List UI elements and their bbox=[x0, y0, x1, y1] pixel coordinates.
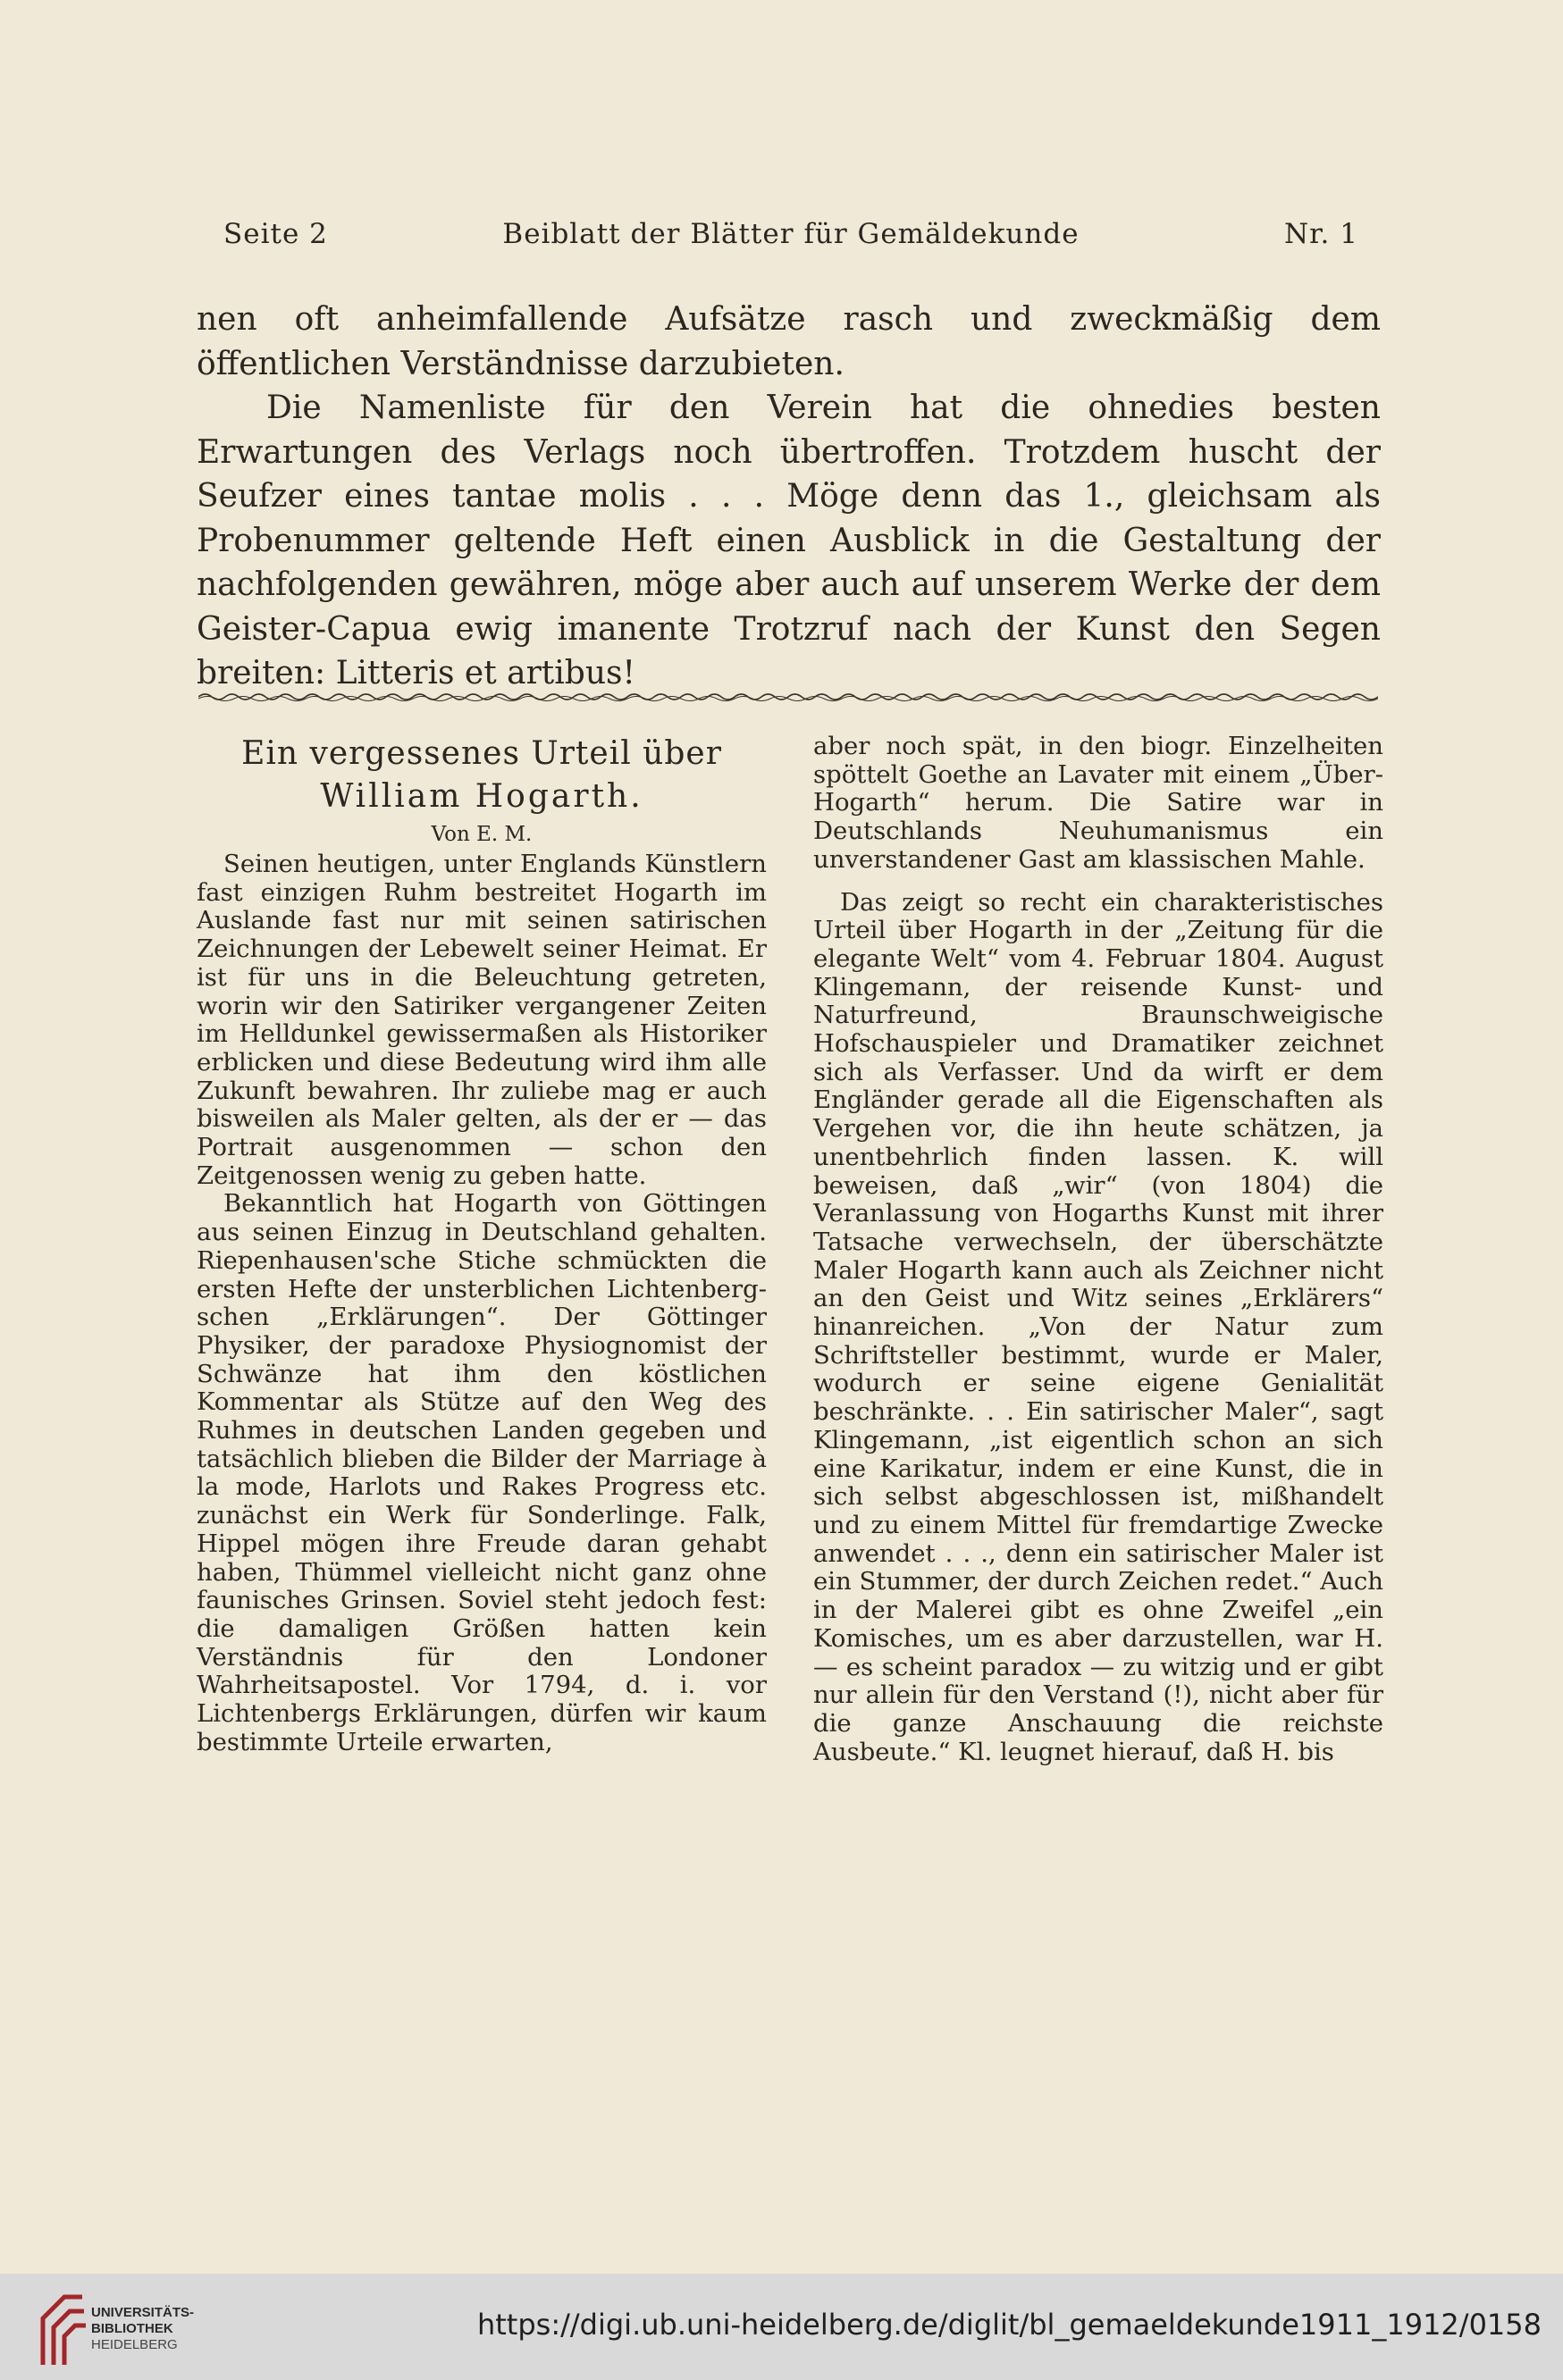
article-title bbox=[197, 733, 767, 818]
running-head bbox=[223, 218, 1358, 254]
article-paragraph: Seinen heutigen, unter Englands Künstlern fast einzigen Ruhm bestreitet Hogarth im Auslande fast nur mit seinen satirischen Zeichnungen der Lebewelt seiner Heimat. Er ist für uns in die Beleuchtung getreten, worin wir den Satiriker vergangener Zeiten im Helldunkel gewissermaßen als Historiker erblicken und diese Bedeutung wird ihm alle Zukunft bewahren. Ihr zuliebe mag er auch bisweilen als Maler gelten, als der er — das Portrait ausgenommen — schon den Zeitgenossen wenig zu geben hatte. bbox=[197, 850, 767, 1190]
article-paragraph: aber noch spät, in den biogr. Einzelheiten spöttelt Goethe an Lavater mit einem „Über-Hogarth“ herum. Die Satire war in Deutschlands Neuhumanismus ein unverstandener Gast am klassischen Mahle. bbox=[813, 732, 1383, 874]
ornamental-divider bbox=[198, 691, 1378, 703]
article-column-left bbox=[197, 733, 767, 1757]
permalink-url[interactable]: https://digi.ub.uni-heidelberg.de/diglit/bl_gemaeldekunde1911_1912/0158 bbox=[476, 2308, 1542, 2342]
journal-title: Beiblatt der Blätter für Gemäldekunde bbox=[502, 218, 1080, 250]
article-column-right bbox=[813, 733, 1383, 1766]
intro-paragraph-1: nen oft anheimfallende Aufsätze rasch und zweckmäßig dem öffentlichen Verständnisse darzubieten. bbox=[197, 301, 1381, 382]
intro-text bbox=[197, 298, 1381, 696]
institution-name bbox=[91, 2305, 194, 2353]
viewer-footer-bar bbox=[0, 2274, 1563, 2380]
intro-paragraph-2: Die Namenliste für den Verein hat die ohnedies besten Erwartungen des Verlags noch übertroffen. Trotzdem huscht der Seufzer eines tantae molis . . . Möge denn das 1., gleichsam als Probenummer geltende Heft einen Ausblick in die Gestaltung der nachfolgenden gewähren, möge aber auch auf unserem Werke der dem Geister-Capua ewig imanente Trotzruf nach der Kunst den Segen breiten: Litteris et artibus! bbox=[197, 390, 1381, 691]
page-number-label: Seite 2 bbox=[223, 218, 328, 250]
institution-line-2: BIBLIOTHEK bbox=[91, 2321, 173, 2336]
article-title-line-1: Ein vergessenes Urteil über bbox=[241, 735, 722, 772]
ub-heidelberg-logo-icon bbox=[34, 2286, 91, 2368]
institution-line-3: HEIDELBERG bbox=[91, 2337, 178, 2352]
article-byline: Von E. M. bbox=[431, 823, 533, 846]
article-paragraph: Das zeigt so recht ein charakteristisches Urteil über Hogarth in der „Zeitung für die elegante Welt“ vom 4. Februar 1804. August Klingemann, der reisende Kunst- und Naturfreund, Braunschweigische Hofschauspieler und Dramatiker zeichnet sich als Verfasser. Und da wirft er dem Engländer gerade all die Eigenschaften als Vergehen vor, die ihn heute schätzen, ja unentbehrlich finden lassen. K. will beweisen, daß „wir“ (von 1804) die Veranlassung von Hogarths Kunst mit ihrer Tatsache verwechseln, der überschätzte Maler Hogarth kann auch als Zeichner nicht an den Geist und Witz seines „Erklärers“ hinanreichen. „Von der Natur zum Schriftsteller bestimmt, wurde er Maler, wodurch er seine eigene Genialität beschränkte. . . Ein satirischer Maler“, sagt Klingemann, „ist eigentlich schon an sich eine Karikatur, indem er eine Kunst, die in sich selbst abgeschlossen ist, mißhandelt und zu einem Mittel für fremdartige Zwecke anwendet . . ., denn ein satirischer Maler ist ein Stummer, der durch Zeichen redet.“ Auch in der Malerei gibt es ohne Zweifel „ein Komisches, um es aber darzustellen, war H. — es scheint paradox — zu witzig und er gibt nur allein für den Verstand (!), nicht aber für die ganze Anschauung die reichste Ausbeute.“ Kl. leugnet hierauf, daß H. bis bbox=[813, 887, 1383, 1766]
institution-line-1: UNIVERSITÄTS- bbox=[91, 2305, 195, 2320]
article-paragraph: Bekanntlich hat Hogarth von Göttingen aus seinen Einzug in Deutschland gehalten. Riepenhausen'sche Stiche schmückten die ersten Hefte der unsterblichen Lichtenberg-schen „Erklärungen“. Der Göttinger Physiker, der paradoxe Physiognomist der Schwänze hat ihm den köstlichen Kommentar als Stütze auf den Weg des Ruhmes in deutschen Landen gegeben und tatsächlich blieben die Bilder der Marriage à la mode, Harlots und Rakes Progress etc. zunächst ein Werk für Sonderlinge. Falk, Hippel mögen ihre Freude daran gehabt haben, Thümmel vielleicht nicht ganz ohne faunisches Grinsen. Soviel steht jedoch fest: die damaligen Größen hatten kein Verständnis für den Londoner Wahrheitsapostel. Vor 1794, d. i. vor Lichtenbergs Erklärungen, dürfen wir kaum bestimmte Urteile erwarten, bbox=[197, 1189, 767, 1756]
article-title-line-2: William Hogarth. bbox=[320, 778, 643, 815]
issue-number: Nr. 1 bbox=[1284, 218, 1358, 250]
